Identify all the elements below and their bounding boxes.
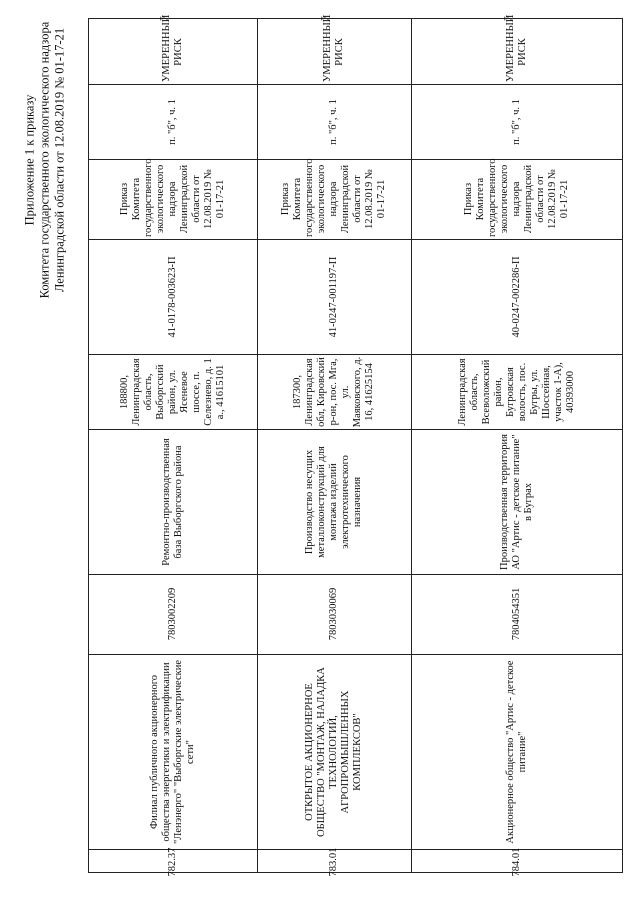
- object-cell: Производственная территория АО "Артис - детское питание" в Буграх: [498, 433, 534, 570]
- name-cell: Филиал публичного акционерного общества энергетики и электрификации "Ленэнерго" "Выборгские электрические сети": [149, 659, 196, 844]
- code-cell: 40-0247-002286-П: [510, 255, 522, 338]
- row-number-cell: 782.37: [167, 847, 178, 876]
- object-cell: Производство несущих металлоконструкций для монтажа изделий электротехнического назначения: [304, 445, 363, 558]
- row-number-cell: 783.01: [328, 847, 339, 876]
- header-line-2: Комитета государственного экологического надзора: [37, 21, 52, 299]
- row-number-cell: 784.01: [510, 847, 522, 876]
- order-cell: Приказ Комитета государственного экологического надзора Ленинградской области от 12.08.2019 № 01-17-21: [280, 158, 387, 237]
- order-cell: Приказ Комитета государственного экологического надзора Ленинградской области от 12.08.2019 № 01-17-21: [462, 158, 570, 237]
- name-cell: Акционерное общество "Артис - детское питание": [504, 659, 528, 844]
- header-line-3: Ленинградской области от 12.08.2019 № 01-17-21: [52, 27, 67, 293]
- registry-table: [88, 14, 623, 876]
- address-cell: Ленинградская область, Всеволожский район, Бугровская волость, пос. Бугры, ул. Шоссейная, участок 1-А), 40393000: [456, 357, 576, 426]
- risk-cell: УМЕРЕННЫЙ РИСК: [504, 14, 528, 82]
- address-cell: 188800, Ленинградская область, Выборгский район, ул. Ясеневое шоссе, п. Селезнево, д. 1 а., 41615101: [119, 357, 226, 426]
- point-cell: п. "б", ч. 1: [510, 98, 522, 145]
- document-header: [0, 0, 90, 905]
- risk-cell: УМЕРЕННЫЙ РИСК: [161, 14, 184, 82]
- object-cell: Ремонтно-производственная база Выборгского района: [161, 437, 184, 566]
- code-cell: 41-0178-003623-П: [167, 255, 178, 338]
- name-cell: ОТКРЫТОЕ АКЦИОНЕРНОЕ ОБЩЕСТВО "МОНТАЖ, НАЛАДКА ТЕХНОЛОГИЙ, АГРОПРОМЫШЛЕННЫХ КОМПЛЕКСОВ": [304, 666, 363, 837]
- address-cell: 187300, Ленинградская обл, Кировский р-он, пос. Мга, ул. Маяковского, д. 16, 41625154: [292, 356, 375, 427]
- header-line-1: Приложение 1 к приказу: [22, 94, 37, 226]
- point-cell: п. "б", ч. 1: [328, 98, 339, 145]
- code-cell: 41-0247-001197-П: [328, 256, 339, 337]
- order-cell: Приказ Комитета государственного экологического надзора Ленинградской области от 12.08.2019 № 01-17-21: [119, 158, 226, 237]
- inn-cell: 7803030069: [328, 587, 339, 641]
- point-cell: п. "б", ч. 1: [167, 98, 178, 145]
- risk-cell: УМЕРЕННЫЙ РИСК: [322, 14, 345, 82]
- inn-cell: 7803002209: [167, 587, 178, 641]
- header-text: [23, 0, 68, 320]
- inn-cell: 7804054351: [510, 587, 522, 641]
